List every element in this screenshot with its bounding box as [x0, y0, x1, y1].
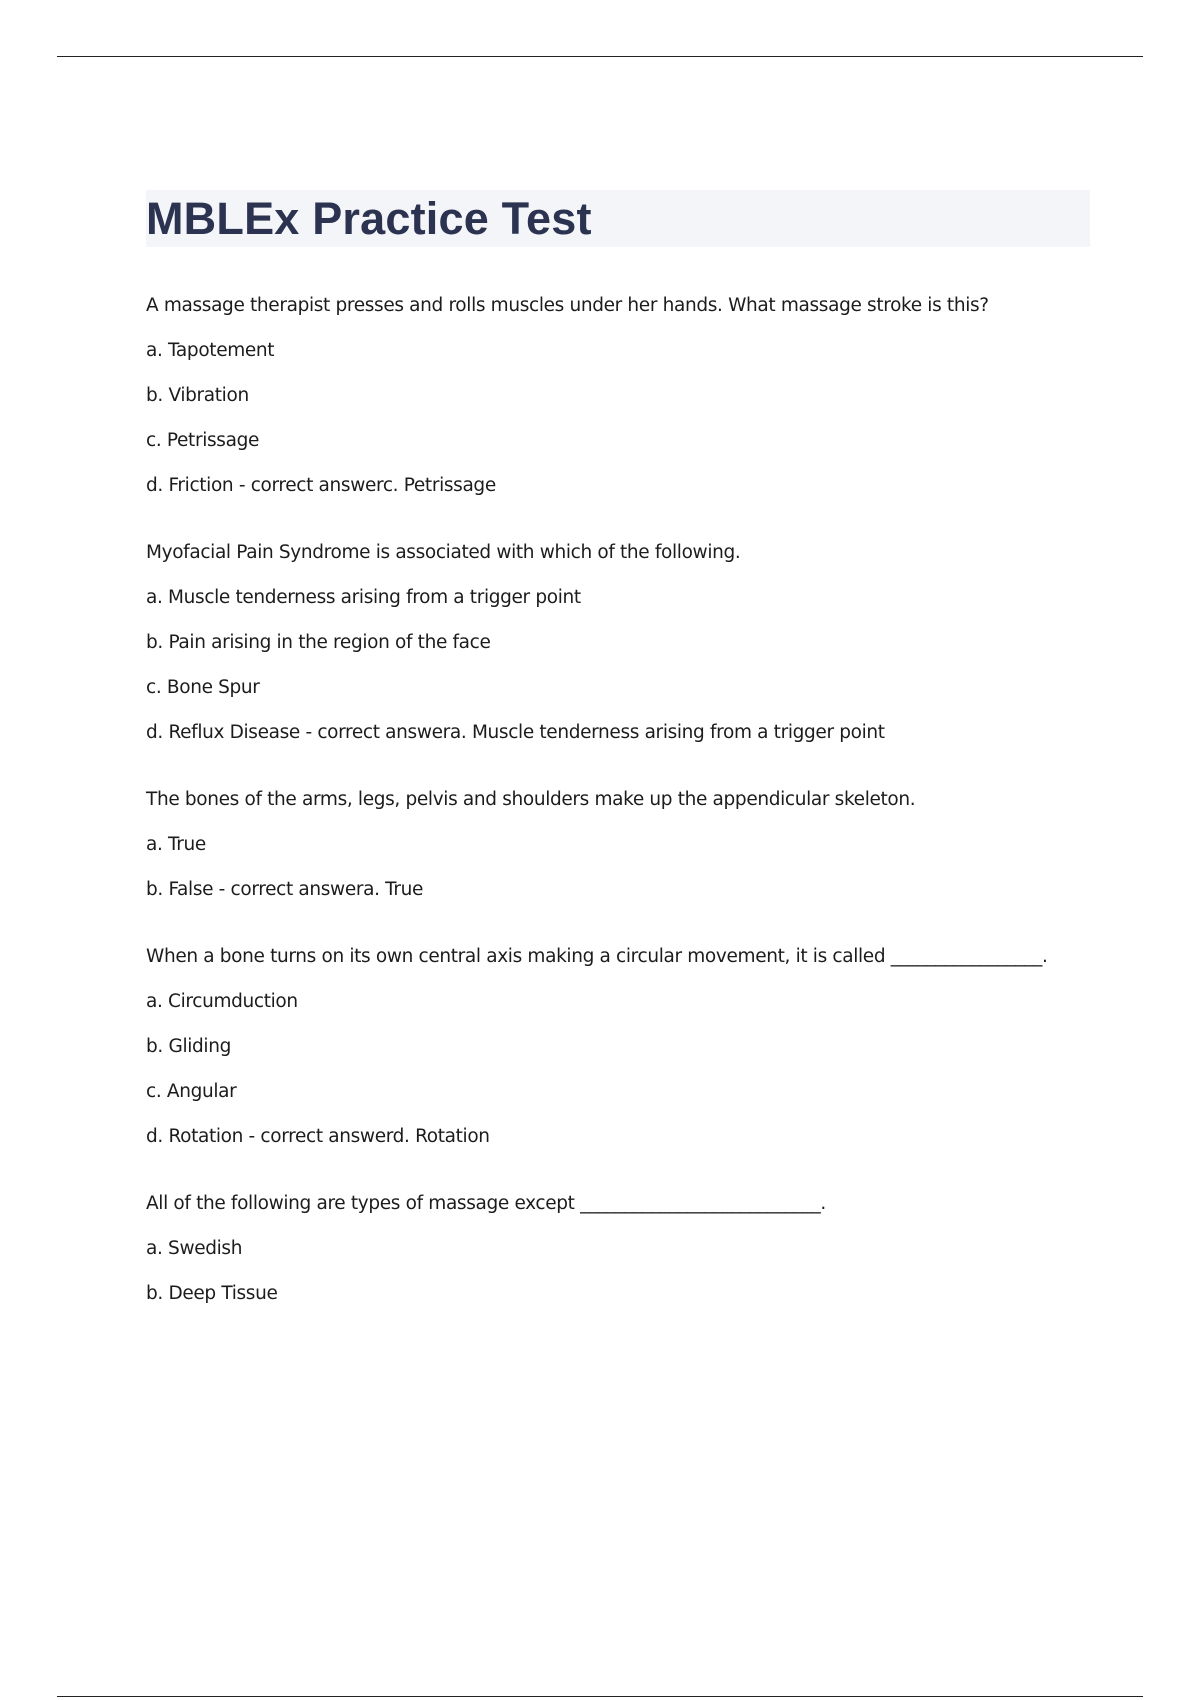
answer-option: a. Swedish [146, 1238, 243, 1259]
document-body [146, 190, 1090, 1350]
question-prompt: The bones of the arms, legs, pelvis and shoulders make up the appendicular skeleton. [146, 789, 916, 810]
page-top-rule [57, 56, 1143, 57]
answer-option: b. Vibration [146, 385, 249, 406]
answer-option: b. Pain arising in the region of the face [146, 632, 491, 653]
question-prompt: When a bone turns on its own central axis making a circular movement, it is called _________________. [146, 946, 1048, 967]
answer-option: c. Angular [146, 1081, 237, 1102]
question-prompt: A massage therapist presses and rolls muscles under her hands. What massage stroke is this? [146, 295, 989, 316]
answer-option: a. Circumduction [146, 991, 298, 1012]
answer-option: b. Gliding [146, 1036, 231, 1057]
answer-option: b. False - correct answera. True [146, 879, 424, 900]
question-5 [146, 1193, 1090, 1305]
answer-option: c. Bone Spur [146, 677, 260, 698]
page-bottom-rule [57, 1696, 1143, 1697]
answer-option: a. Muscle tenderness arising from a trigger point [146, 587, 581, 608]
question-prompt: Myofacial Pain Syndrome is associated with which of the following. [146, 542, 741, 563]
question-list [146, 295, 1090, 1305]
answer-option: d. Reflux Disease - correct answera. Muscle tenderness arising from a trigger point [146, 722, 885, 743]
document-title: MBLEx Practice Test [146, 193, 592, 244]
answer-option: a. Tapotement [146, 340, 275, 361]
answer-option: a. True [146, 834, 206, 855]
question-1 [146, 295, 1090, 497]
answer-option: c. Petrissage [146, 430, 259, 451]
question-2 [146, 542, 1090, 744]
question-3 [146, 789, 1090, 901]
answer-option: d. Rotation - correct answerd. Rotation [146, 1126, 490, 1147]
answer-option: d. Friction - correct answerc. Petrissage [146, 475, 496, 496]
answer-option: b. Deep Tissue [146, 1283, 278, 1304]
title-banner [146, 190, 1090, 247]
question-prompt: All of the following are types of massage except ___________________________. [146, 1193, 826, 1214]
question-4 [146, 946, 1090, 1148]
